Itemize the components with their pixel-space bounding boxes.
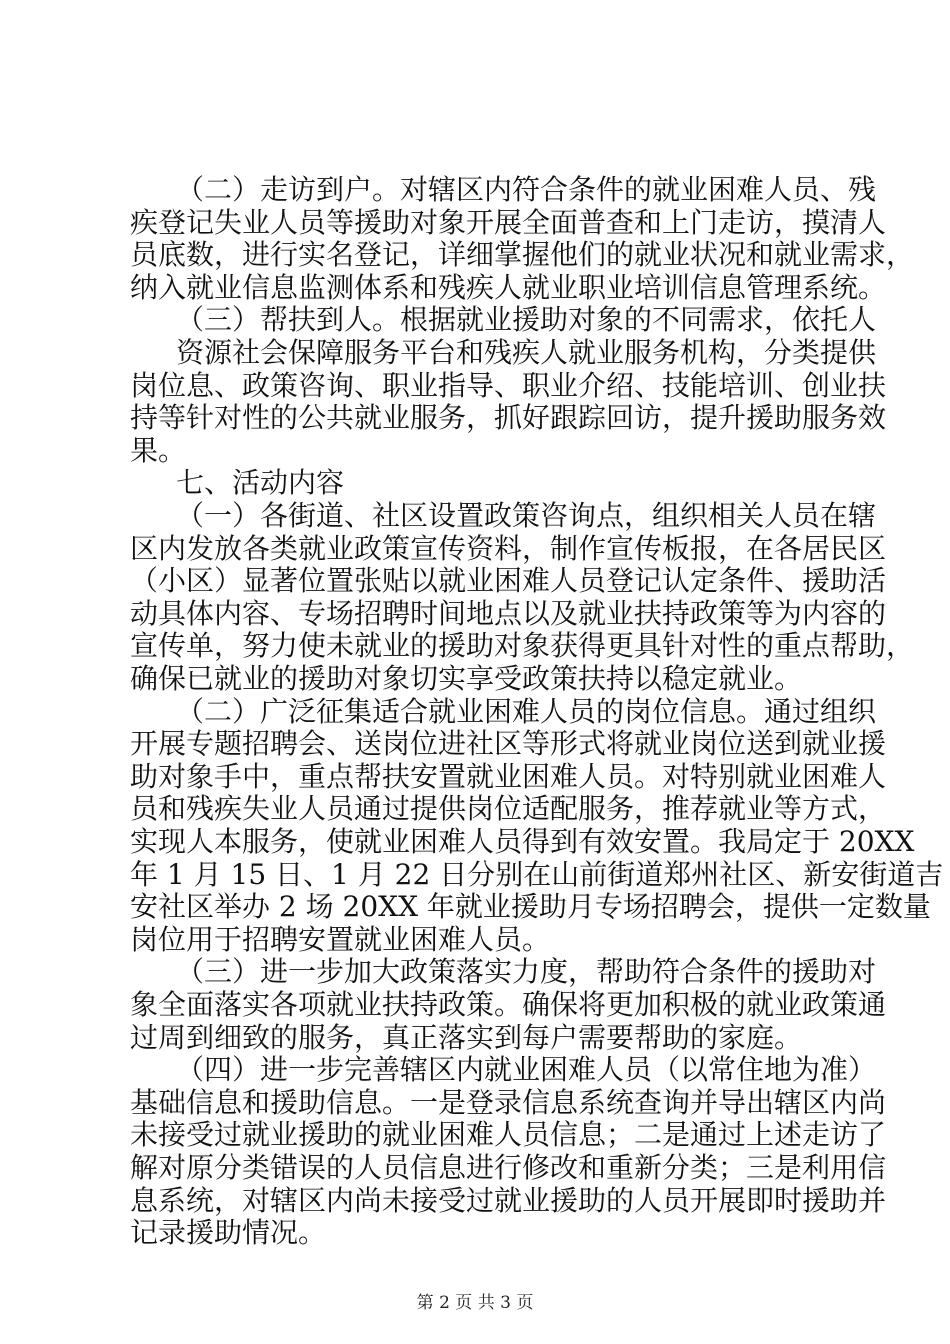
paragraph-line: 员底数，进行实名登记，详细掌握他们的就业状况和就业需求， (130, 238, 915, 272)
paragraph-line: 疾登记失业人员等援助对象开展全面普查和上门走访，摸清人 (130, 205, 887, 239)
paragraph-line: 过周到细致的服务，真正落实到每户需要帮助的家庭。 (130, 1020, 803, 1054)
paragraph-line: （一）各街道、社区设置政策咨询点，组织相关人员在辖 (176, 499, 877, 532)
paragraph-line: 岗位息、政策咨询、职业指导、职业介绍、技能培训、创业扶 (130, 368, 887, 402)
paragraph-line: 岗位用于招聘安置就业困难人员。 (130, 922, 551, 956)
paragraph-line: 持等针对性的公共就业服务，抓好跟踪回访，提升援助服务效 (130, 401, 887, 435)
paragraph-line: 解对原分类错误的人员信息进行修改和重新分类；三是利用信 (130, 1151, 887, 1184)
paragraph-line: （三）进一步加大政策落实力度，帮助符合条件的援助对 (176, 955, 877, 989)
paragraph-line: 基础信息和援助信息。一是登录信息系统查询并导出辖区内尚 (130, 1085, 887, 1119)
paragraph-line: （小区）显著位置张贴以就业困难人员登记认定条件、援助活 (130, 564, 887, 598)
paragraph-line: 未接受过就业援助的就业困难人员信息；二是通过上述走访了 (130, 1118, 887, 1152)
section-heading: 七、活动内容 (176, 466, 345, 500)
paragraph-line: 息系统，对辖区内尚未接受过就业援助的人员开展即时援助并 (130, 1183, 887, 1217)
paragraph-line: 员和残疾失业人员通过提供岗位适配服务，推荐就业等方式， (130, 792, 887, 826)
paragraph-line: （四）进一步完善辖区内就业困难人员（以常住地为准） (176, 1053, 877, 1087)
paragraph-line: 果。 (130, 433, 187, 467)
paragraph-line: 区内发放各类就业政策宣传资料，制作宣传板报，在各居民区 (130, 531, 887, 565)
paragraph-line: 实现人本服务，使就业困难人员得到有效安置。我局定于 20XX (130, 825, 915, 858)
paragraph-line: 安社区举办 2 场 20XX 年就业援助月专场招聘会，提供一定数量 (130, 890, 931, 924)
paragraph-line: 助对象手中，重点帮扶安置就业困难人员。对特别就业困难人 (130, 759, 887, 793)
paragraph-line: （二）走访到户。对辖区内符合条件的就业困难人员、残 (176, 173, 877, 206)
paragraph-line: （三）帮扶到人。根据就业援助对象的不同需求，依托人 (176, 303, 877, 337)
page-number-footer: 第 2 页 共 3 页 (416, 1293, 534, 1313)
paragraph-line: 年 1 月 15 日、1 月 22 日分别在山前街道郑州社区、新安街道吉 (130, 857, 944, 891)
paragraph-line: 确保已就业的援助对象切实享受政策扶持以稳定就业。 (130, 662, 803, 695)
paragraph-line: 象全面落实各项就业扶持政策。确保将更加积极的就业政策通 (130, 988, 887, 1021)
paragraph-line: 记录援助情况。 (130, 1216, 327, 1250)
paragraph-line: 动具体内容、专场招聘时间地点以及就业扶持政策等为内容的 (130, 596, 887, 630)
paragraph-line: 开展专题招聘会、送岗位进社区等形式将就业岗位送到就业援 (130, 727, 887, 761)
paragraph-line: 纳入就业信息监测体系和残疾人就业职业培训信息管理系统。 (130, 270, 887, 304)
paragraph-line: 宣传单，努力使未就业的援助对象获得更具针对性的重点帮助， (130, 629, 915, 663)
paragraph-line: 资源社会保障服务平台和残疾人就业服务机构，分类提供 (176, 336, 877, 369)
paragraph-line: （二）广泛征集适合就业困难人员的岗位信息。通过组织 (176, 694, 877, 728)
